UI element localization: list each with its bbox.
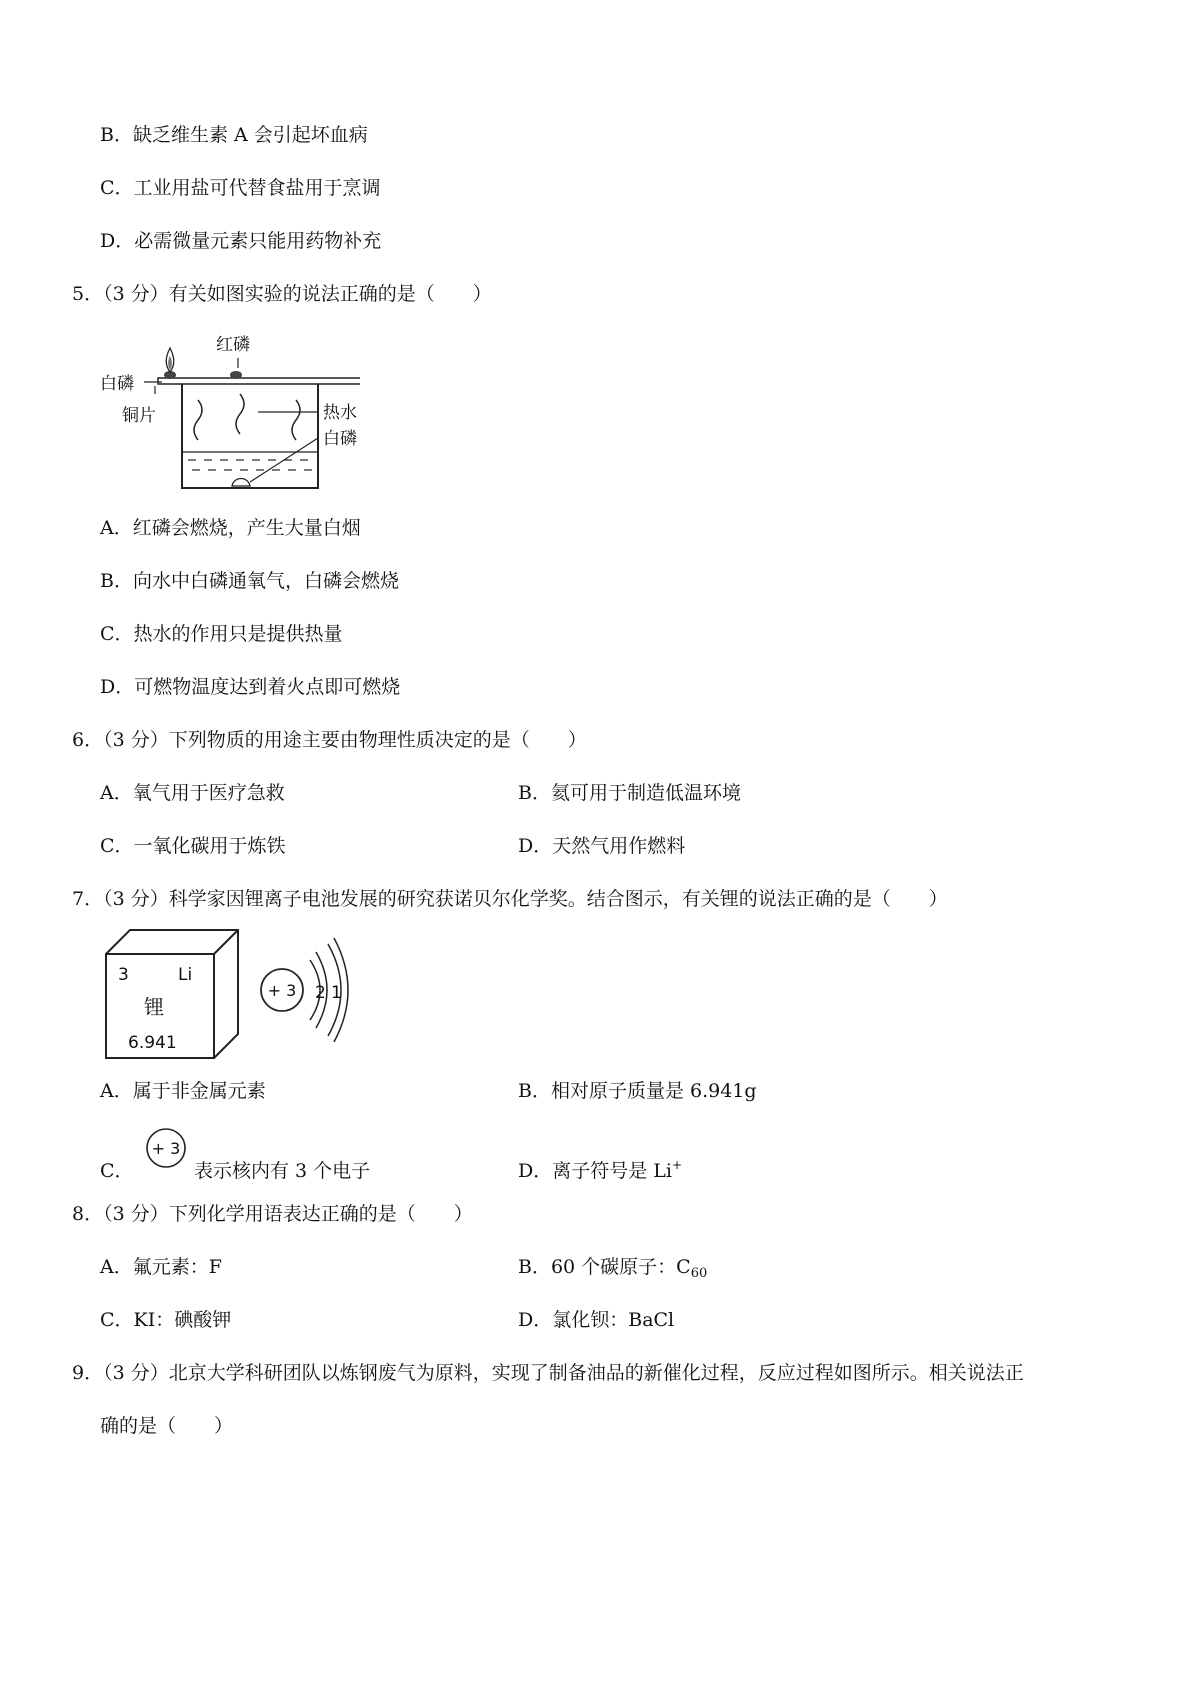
q8-option-d: D．氯化钡：BaCl [518, 1309, 675, 1331]
q5-option-d: D．可燃物温度达到着火点即可燃烧 [100, 676, 401, 698]
nuclear-charge: + 3 [267, 981, 297, 1000]
q8-option-b-text: B．60 个碳原子：C [518, 1256, 691, 1278]
q4-option-b: B．缺乏维生素 A 会引起坏血病 [100, 124, 368, 146]
q7-option-d [518, 1158, 682, 1184]
q7-element-cell-figure [100, 926, 245, 1062]
shell-1-electrons: 2 [315, 983, 326, 1003]
label-copper-sheet: 铜片 [122, 406, 156, 426]
q6-option-b: B．氦可用于制造低温环境 [518, 782, 741, 804]
q4-option-c: C．工业用盐可代替食盐用于烹调 [100, 177, 381, 199]
q7-stem: 7．（3 分）科学家因锂离子电池发展的研究获诺贝尔化学奖。结合图示，有关锂的说法正确的是（ ） [72, 888, 948, 910]
atomic-mass: 6.941 [128, 1033, 177, 1053]
label-white-phosphorus-bottom: 白磷 [323, 429, 357, 449]
red-phosphorus [230, 371, 242, 379]
q8-option-c: C．KI：碘酸钾 [100, 1309, 232, 1331]
q4-option-d: D．必需微量元素只能用药物补充 [100, 230, 382, 252]
label-hot-water: 热水 [323, 403, 357, 423]
q7-option-d-charge: + [671, 1158, 683, 1172]
label-white-phosphorus-top: 白磷 [100, 374, 134, 394]
q7-option-b: B．相对原子质量是 6.941g [518, 1080, 757, 1102]
q8-stem: 8．（3 分）下列化学用语表达正确的是（ ） [72, 1203, 473, 1225]
q7-option-c-text: 表示核内有 3 个电子 [194, 1160, 371, 1182]
steam [194, 394, 300, 440]
q7-option-d-text: D．离子符号是 Li [518, 1160, 672, 1182]
atomic-number: 3 [118, 965, 129, 985]
q7-atomic-structure-figure [258, 938, 358, 1042]
q6-option-a: A．氧气用于医疗急救 [100, 782, 285, 804]
q6-option-d: D．天然气用作燃料 [518, 835, 686, 857]
q7-option-c-nucleus-figure [144, 1128, 192, 1176]
hot-water [188, 460, 312, 470]
q5-option-c: C．热水的作用只是提供热量 [100, 623, 343, 645]
q9-stem-line1: 9．（3 分）北京大学科研团队以炼钢废气为原料，实现了制备油品的新催化过程，反应过程如图所示。相关说法正 [72, 1362, 1024, 1384]
q6-option-c: C．一氧化碳用于炼铁 [100, 835, 286, 857]
q8-option-b-subscript: 60 [690, 1266, 708, 1281]
q8-option-b [518, 1254, 707, 1280]
element-name: 锂 [144, 995, 164, 1019]
q9-stem-line2: 确的是（ ） [100, 1415, 234, 1437]
label-red-phosphorus: 红磷 [216, 335, 250, 355]
q5-option-a: A．红磷会燃烧，产生大量白烟 [100, 517, 361, 539]
element-symbol: Li [178, 965, 193, 985]
shell-2-electrons: 1 [331, 983, 342, 1003]
copper-plate [158, 378, 360, 384]
q7-option-a: A．属于非金属元素 [100, 1080, 266, 1102]
beaker [182, 384, 318, 488]
q6-stem: 6．（3 分）下列物质的用途主要由物理性质决定的是（ ） [72, 729, 587, 751]
q8-option-a: A．氟元素：F [100, 1256, 222, 1278]
q5-stem: 5．（3 分）有关如图实验的说法正确的是（ ） [72, 283, 492, 305]
q7-option-c-prefix: C． [100, 1160, 134, 1182]
option-c-nuclear-charge: + 3 [151, 1139, 181, 1158]
q5-option-b: B．向水中白磷通氧气，白磷会燃烧 [100, 570, 399, 592]
q5-figure [100, 330, 360, 500]
white-phosphorus-bottom [232, 479, 250, 487]
